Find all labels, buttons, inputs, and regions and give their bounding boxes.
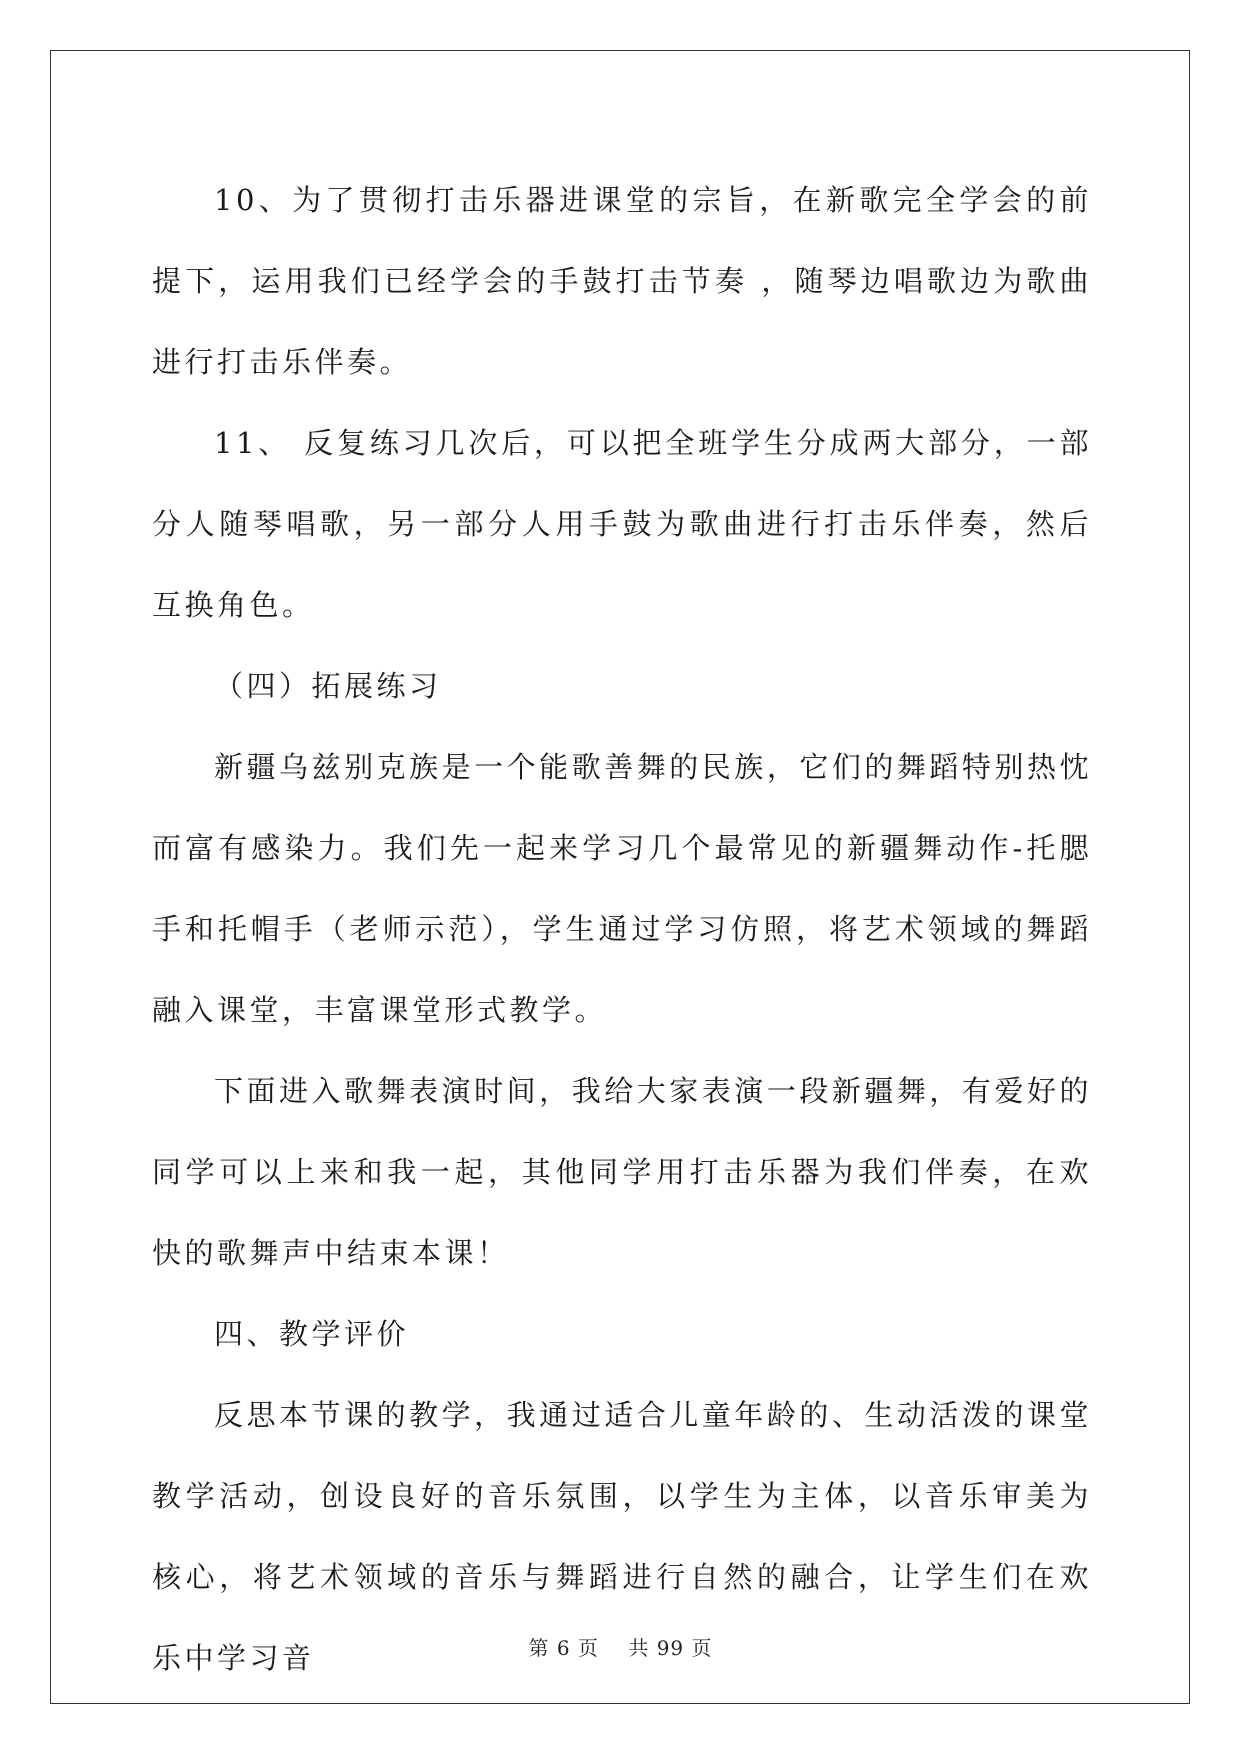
paragraph-xinjiang-dance: 新疆乌兹别克族是一个能歌善舞的民族，它们的舞蹈特别热忱而富有感染力。我们先一起来学习几个最常见的新疆舞动作-托腮手和托帽手（老师示范），学生通过学习仿照，将艺术领域的舞蹈融入课堂，丰富课堂形式教学。 xyxy=(152,750,1092,1027)
document-body xyxy=(152,160,1092,1699)
paragraph-step-10: 10、为了贯彻打击乐器进课堂的宗旨，在新歌完全学会的前提下，运用我们已经学会的手鼓打击节奏 ，随琴边唱歌边为歌曲进行打击乐伴奏。 xyxy=(152,183,1092,379)
page-number-label: 第 6 页 共 99 页 xyxy=(528,1636,713,1660)
section-heading-extension-practice: （四）拓展练习 xyxy=(214,669,442,703)
paragraph-reflection: 反思本节课的教学，我通过适合儿童年龄的、生动活泼的课堂教学活动，创设良好的音乐氛围，以学生为主体，以音乐审美为核心，将艺术领域的音乐与舞蹈进行自然的融合，让学生们在欢乐中学习音 xyxy=(152,1398,1092,1675)
paragraph-step-11: 11、 反复练习几次后，可以把全班学生分成两大部分，一部分人随琴唱歌，另一部分人用手鼓为歌曲进行打击乐伴奏，然后互换角色。 xyxy=(152,426,1092,622)
page-footer xyxy=(0,1632,1241,1661)
paragraph-performance: 下面进入歌舞表演时间，我给大家表演一段新疆舞，有爱好的同学可以上来和我一起，其他同学用打击乐器为我们伴奏，在欢快的歌舞声中结束本课！ xyxy=(152,1074,1092,1270)
section-heading-teaching-evaluation: 四、教学评价 xyxy=(214,1317,410,1351)
